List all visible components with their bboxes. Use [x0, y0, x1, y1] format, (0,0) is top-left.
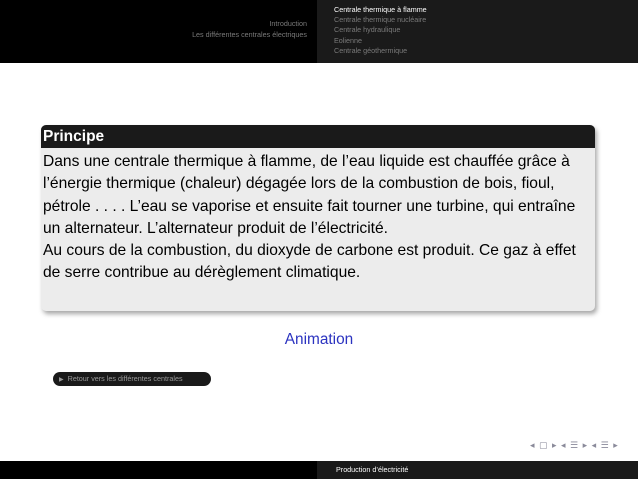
block-body: [41, 148, 595, 285]
play-triangle-icon: ▶: [59, 377, 64, 383]
subsection-nav: [334, 5, 427, 56]
section-nav: [192, 19, 307, 40]
subsection-thermique-nucleaire[interactable]: Centrale thermique nucléaire: [334, 15, 427, 25]
footer-title: Production d’électricité: [336, 465, 409, 474]
principe-block: [41, 125, 595, 311]
subsection-geothermique[interactable]: Centrale géothermique: [334, 45, 408, 55]
section-introduction[interactable]: Introduction: [269, 19, 307, 28]
beamer-navigation-icons[interactable]: [530, 440, 619, 451]
subsection-thermique-flamme[interactable]: Centrale thermique à flamme: [334, 5, 427, 14]
header-bar: [0, 0, 638, 63]
block-paragraph-2: Au cours de la combustion, du dioxyde de carbone est produit. Ce gaz à effet de serre contribue au dérèglement climatique.: [43, 242, 576, 282]
section-centrales[interactable]: Les différentes centrales électriques: [192, 29, 307, 39]
back-button-label: Retour vers les différentes centrales: [67, 374, 183, 383]
subsection-hydraulique[interactable]: Centrale hydraulique: [334, 25, 401, 35]
beamer-nav-icon[interactable]: ◂ ▢ ▸ ◂ ☰ ▸ ◂ ☰ ▸: [530, 440, 619, 450]
subsection-eolienne[interactable]: Eolienne: [334, 35, 362, 45]
block-paragraph-1: Dans une centrale thermique à flamme, de l’eau liquide est chauffée grâce à l’énergie thermique (chaleur) dégagée lors de la combustion de bois, fioul, pétrole . . . . L’eau se vaporise et ensuite fait tourner une turbine, qui entraîne un alternateur. L’alternateur produit de l’électricité.: [43, 153, 576, 237]
footer-bar: [0, 461, 638, 479]
header-left-panel: [0, 0, 317, 63]
animation-link[interactable]: Animation: [284, 331, 354, 348]
block-title: Principe: [41, 125, 595, 148]
back-button[interactable]: [53, 372, 211, 386]
